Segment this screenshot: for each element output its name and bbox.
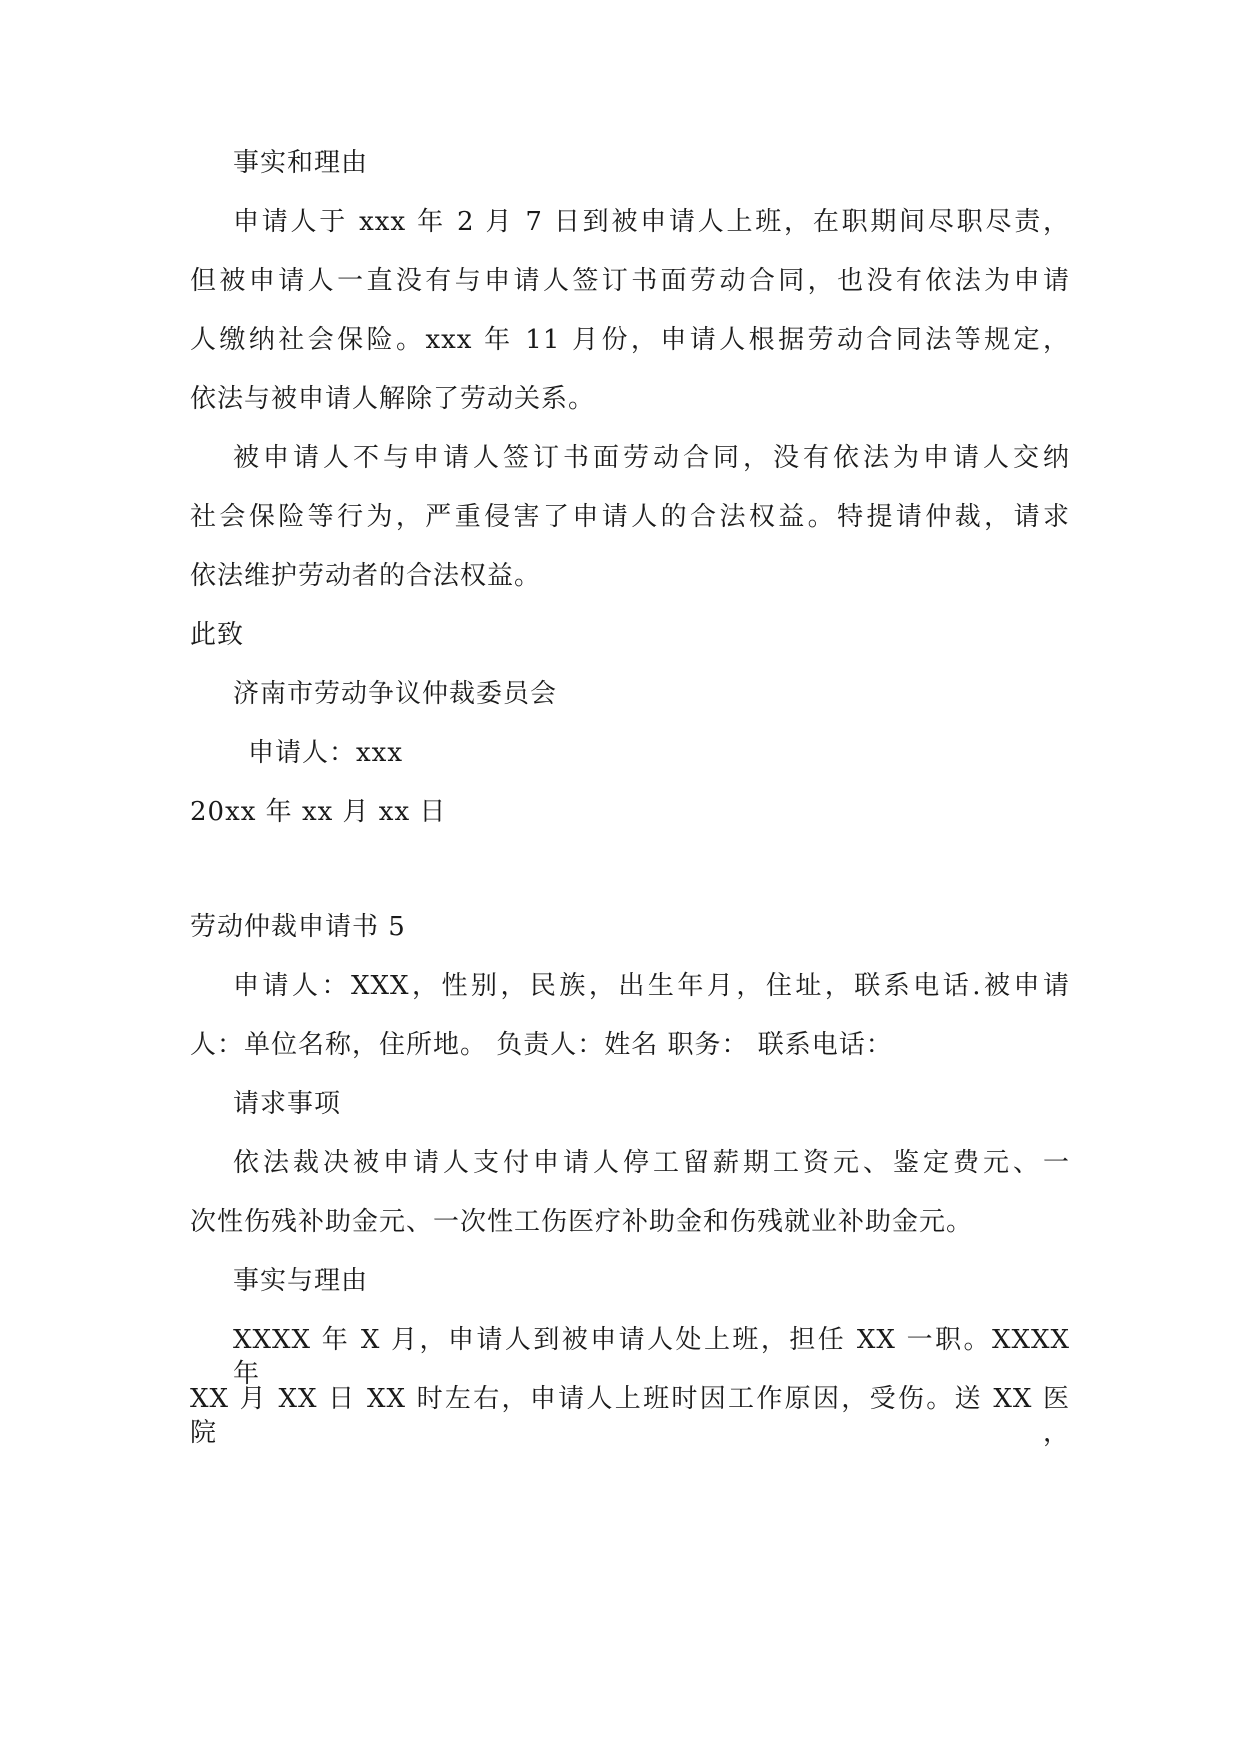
facts-paragraph-1-line-2: 但被申请人一直没有与申请人签订书面劳动合同，也没有依法为申请 — [190, 266, 1070, 296]
facts-reasons-line-2: XX 月 XX 日 XX 时左右，申请人上班时因工作原因，受伤。送 XX 医院， — [190, 1384, 1070, 1448]
facts-reasons-heading: 事实与理由 — [233, 1266, 369, 1296]
applicant-info-line-1: 申请人：XXX，性别，民族，出生年月，住址，联系电话.被申请 — [233, 971, 1070, 1001]
facts-reasons-line-1: XXXX 年 X 月，申请人到被申请人处上班，担任 XX 一职。XXXX 年 — [233, 1325, 1070, 1389]
facts-heading: 事实和理由 — [233, 148, 369, 178]
facts-paragraph-1-line-4: 依法与被申请人解除了劳动关系。 — [190, 384, 596, 414]
facts-paragraph-2-line-3: 依法维护劳动者的合法权益。 — [190, 561, 542, 591]
recipient: 济南市劳动争议仲裁委员会 — [233, 679, 558, 709]
closing-salutation: 此致 — [190, 620, 245, 650]
facts-paragraph-1-line-3: 人缴纳社会保险。xxx 年 11 月份，申请人根据劳动合同法等规定， — [190, 325, 1070, 355]
applicant-info-line-2: 人：单位名称，住所地。 负责人：姓名 职务： 联系电话： — [190, 1030, 893, 1060]
facts-paragraph-2-line-2: 社会保险等行为，严重侵害了申请人的合法权益。特提请仲裁，请求 — [190, 502, 1070, 532]
facts-paragraph-2-line-1: 被申请人不与申请人签订书面劳动合同，没有依法为申请人交纳 — [233, 443, 1070, 473]
claims-line-1: 依法裁决被申请人支付申请人停工留薪期工资元、鉴定费元、一 — [233, 1148, 1070, 1178]
claims-heading: 请求事项 — [233, 1089, 342, 1119]
facts-paragraph-1-line-1: 申请人于 xxx 年 2 月 7 日到被申请人上班，在职期间尽职尽责， — [233, 207, 1070, 237]
applicant-signature: 申请人：xxx — [248, 738, 403, 768]
claims-line-2: 次性伤残补助金元、一次性工伤医疗补助金和伤残就业补助金元。 — [190, 1207, 974, 1237]
document-date: 20xx 年 xx 月 xx 日 — [190, 797, 447, 827]
section-title: 劳动仲裁申请书 5 — [190, 912, 406, 942]
